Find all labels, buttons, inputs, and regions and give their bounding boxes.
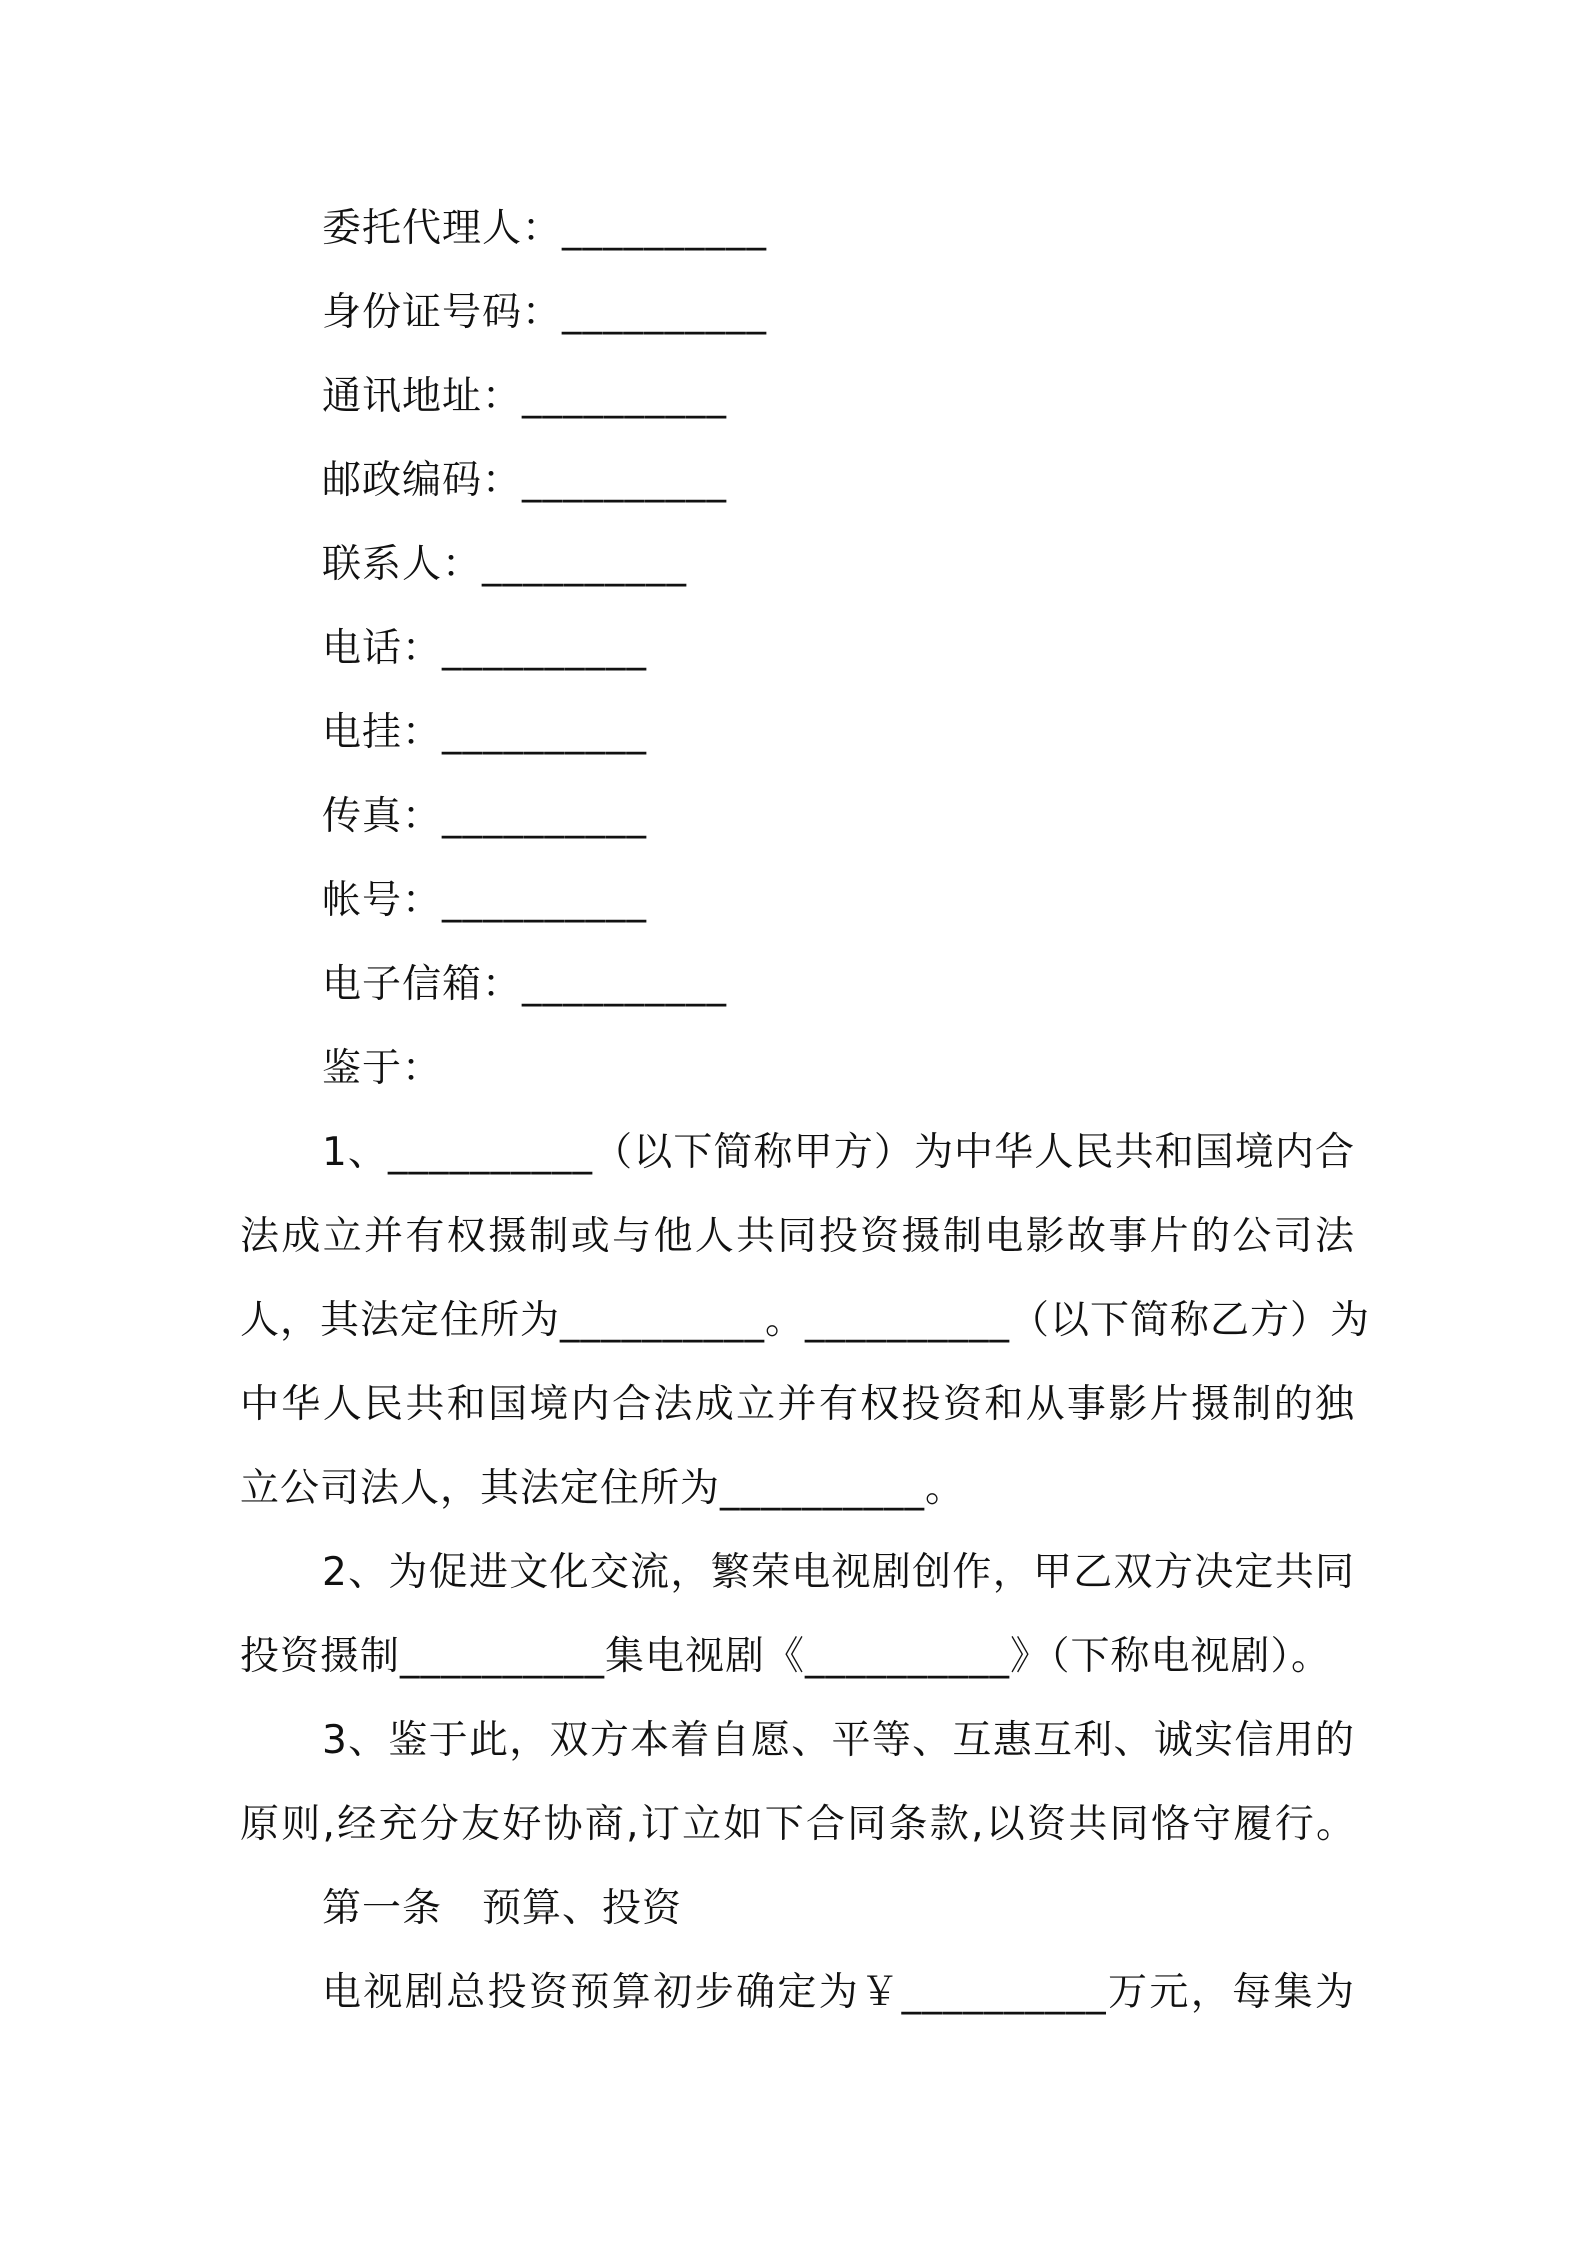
contact-field [322, 539, 687, 591]
email-blank: __________ [522, 962, 728, 1007]
email-field [322, 959, 727, 1011]
clause-1-line-1: 1、__________（以下简称甲方）为中华人民共和国境内合 [322, 1130, 1355, 1175]
phone-label: 电话： [322, 626, 443, 671]
address-field [322, 371, 727, 423]
postal-code-label: 邮政编码： [322, 458, 523, 503]
fax-field [322, 791, 647, 843]
clause-1-line-3: 人，其法定住所为__________。__________（以下简称乙方）为 [240, 1298, 1371, 1343]
contact-label: 联系人： [322, 542, 483, 587]
telegraph-label: 电挂： [322, 710, 443, 755]
clause-1-line-2: 法成立并有权摄制或与他人共同投资摄制电影故事片的公司法 [240, 1214, 1355, 1259]
account-label: 帐号： [322, 878, 443, 923]
telegraph-blank: __________ [442, 710, 648, 755]
whereas-heading: 鉴于： [322, 1046, 443, 1091]
agent-label: 委托代理人： [322, 206, 563, 251]
account-field [322, 875, 647, 927]
article-1-heading: 第一条 预算、投资 [322, 1886, 683, 1931]
postal-code-blank: __________ [522, 458, 728, 503]
address-blank: __________ [522, 374, 728, 419]
clause-2-line-2: 投资摄制__________集电视剧《__________》（下称电视剧）。 [240, 1634, 1332, 1679]
clause-3-line-2: 原则,经充分友好协商,订立如下合同条款,以资共同恪守履行。 [240, 1802, 1355, 1847]
postal-code-field [322, 455, 727, 507]
contact-blank: __________ [482, 542, 688, 587]
telegraph-field [322, 707, 647, 759]
fax-label: 传真： [322, 794, 443, 839]
id-number-label: 身份证号码： [322, 290, 563, 335]
email-label: 电子信箱： [322, 962, 523, 1007]
article-1-line-1: 电视剧总投资预算初步确定为￥__________万元，每集为 [322, 1970, 1355, 2015]
account-blank: __________ [442, 878, 648, 923]
clause-1-line-5: 立公司法人，其法定住所为__________。 [240, 1466, 966, 1511]
phone-field [322, 623, 647, 675]
clause-3-line-1: 3、鉴于此，双方本着自愿、平等、互惠互利、诚实信用的 [322, 1718, 1355, 1763]
id-number-field [322, 287, 767, 339]
fax-blank: __________ [442, 794, 648, 839]
clause-2-line-1: 2、为促进文化交流，繁荣电视剧创作，甲乙双方决定共同 [322, 1550, 1355, 1595]
phone-blank: __________ [442, 626, 648, 671]
agent-field [322, 203, 767, 255]
agent-blank: __________ [562, 206, 768, 251]
id-number-blank: __________ [562, 290, 768, 335]
address-label: 通讯地址： [322, 374, 523, 419]
clause-1-line-4: 中华人民共和国境内合法成立并有权投资和从事影片摄制的独 [240, 1382, 1355, 1427]
